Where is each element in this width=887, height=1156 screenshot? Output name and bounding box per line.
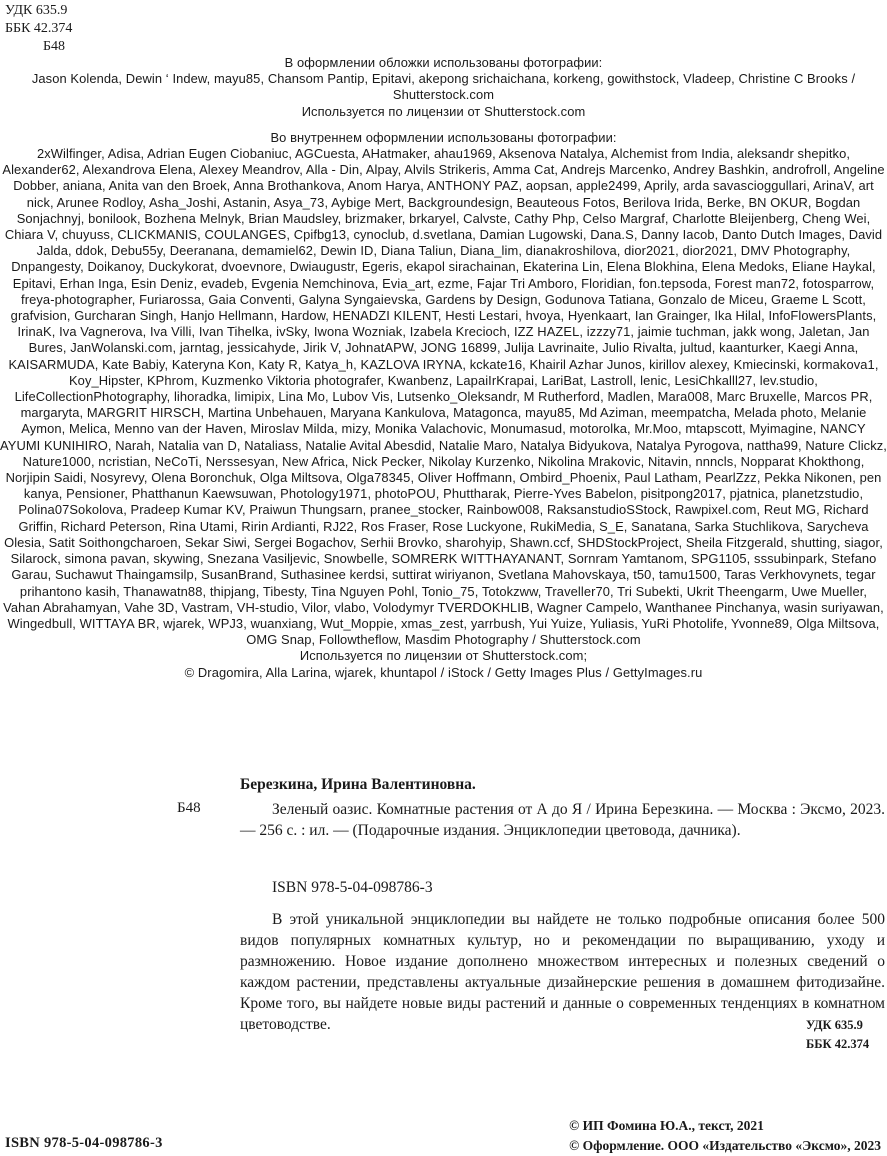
interior-credits-license: Используется по лицензии от Shutterstock.com;	[299, 648, 588, 664]
bottom-classification-codes	[806, 1016, 869, 1054]
cover-credits-license: Используется по лицензии от Shutterstock.com	[301, 103, 586, 119]
cover-credits-names: Jason Kolenda, Dewin ‘ Indew, mayu85, Chansom Pantip, Epitavi, akepong srichaichana, korkeng, gowithstock, Vladeep, Christine C Brooks / Shutterstock.com	[31, 71, 856, 103]
copyright-text: © ИП Фомина Ю.А., текст, 2021	[569, 1118, 764, 1133]
udk-code: УДК 635.9	[5, 3, 68, 18]
bibliographic-citation: Зеленый оазис. Комнатные растения от А до Я / Ирина Березкина. — Москва : Эксмо, 2023. — 256 с. : ил. — (Подарочные издания. Энциклопедии цветовода, дачника).	[240, 801, 885, 839]
udk-code-bottom: УДК 635.9	[806, 1018, 863, 1032]
copyright-design: © Оформление. ООО «Издательство «Эксмо», 2023	[569, 1138, 881, 1153]
cover-credits-heading: В оформлении обложки использованы фотографии:	[284, 55, 603, 70]
bbk-code-bottom: ББК 42.374	[806, 1037, 870, 1051]
photo-credits	[0, 55, 887, 681]
book-annotation: В этой уникальной энциклопедии вы найдете не только подробные описания более 500 видов популярных комнатных культур, но и рекомендации по выращиванию, уходу и размножению. Новое издание дополнено множеством интересных и полезных сведений о каждом растении, представлены актуальные дизайнерские решения в домашнем фитодизайне. Кроме того, вы найдете новые виды растений и данные о современных тенденциях в комнатном цветоводстве.	[240, 911, 885, 1033]
bbk-code: ББК 42.374	[5, 21, 73, 36]
footer-isbn: ISBN 978-5-04-098786-3	[5, 1135, 163, 1151]
author-sign: Б48	[43, 39, 66, 54]
copyright-block	[569, 1116, 881, 1156]
bibliography-isbn: ISBN 978-5-04-098786-3	[272, 879, 433, 896]
interior-credits-names: 2xWilfinger, Adisa, Adrian Eugen Ciobaniuc, AGCuesta, AHatmaker, ahau1969, Aksenova Natalya, Alchemist from India, aleksandr shepitko, Alexander62, Alexandrova Elena, Alexey Meandrov, Alla - Din, Alpay, Alvils Strikeris, Amma Cat, Andrejs Marcenko, Andrey Bashkin, androfroll, Angeline Dobber, aniana, Anita van den Broek, Anna Brothankova, Anom Harya, ANTHONY PAZ, aopsan, apple2499, Aprily, arda savascioggullari, ArinaV, art nick, Arunee Rodloy, Asha_Joshi, Astanin, Asya_73, Aybige Mert, Backgroundesign, Beauteous Fotos, Berilova Irida, Berke, BN OKUR, Bogdan Sonjachnyj, bonilook, Bozhena Melnyk, Brian Maudsley, brizmaker, brkaryel, Calvste, Cathy Php, Celso Margraf, Charlotte Bleijenberg, Cheng Wei, Chiara V, chuyuss, CLICKMANIS, COULANGES, Cpifbg13, cynoclub, d.svetlana, Damian Lugowski, Dana.S, Danny Iacob, Danto Dutch Images, David Jalda, ddok, Debu55y, Deeranana, demamiel62, Dewin ID, Diana Taliun, Diana_lim, dianakroshilova, dior2021, dior2021, DMV Photography, Dnpangesty, Doikanoy, Duckykorat, dvoevnore, Dwiaugustr, Egeris, ekapol sirachainan, Ekaterina Lin, Elena Blokhina, Elena Medoks, Eliane Haykal, Epitavi, Erhan Inga, Esin Deniz, evadeb, Evgenia Nemchinova, Evia_art, ezme, Fajar Tri Amboro, Floridian, fon.tepsoda, Forest man72, fotosparrow, freya-photographer, Furiarossa, Gaia Conventi, Galyna Syngaievska, Gardens by Design, Godunova Tatiana, Gonzalo de Miceu, Graeme L Scott, grafvision, Gurcharan Singh, Hanjo Hellmann, Hardow, HENADZI KILENT, Hesti Lestari, hvoya, Hyenkaart, Ian Grainger, Ika Hilal, InfoFlowersPlants, IrinaK, Iva Vagnerova, Iva Villi, Ivan Tihelka, ivSky, Iwona Wozniak, Izabela Krecioch, IZZ HAZEL, izzzy71, jaimie tuchman, jakk wong, Jaletan, Jan Bures, JanWolanski.com, jarntag, jessicahyde, Jirik V, JohnatAPW, JONG 16899, Julija Lavrinaite, Julio Rivalta, jultud, kaanturker, Kaegi Anna, KAISARMUDA, Kate Babiy, Kateryna Kon, Katy R, Katya_h, KAZLOVA IRYNA, kckate16, Khairil Azhar Junos, kirillov alexey, Kmiecinski, kormakova1, Koy_Hipster, KPhrom, Kuzmenko Viktoria photografer, Kwanbenz, LapaiIrKrapai, LariBat, Lastroll, lenic, LesiChkalll27, lev.studio, LifeCollectionPhotography, lihoradka, limipix, Lina Mo, Lubov Vis, Lutsenko_Oleksandr, M Rutherford, Madlen, Mara008, Marc Bruxelle, Marcos PR, margaryta, MARGRIT HIRSCH, Martina Unbehauen, Maryana Kankulova, Matagonca, mayu85, Md Aziman, meempatcha, Melada photo, Melanie Aymon, Melica, Menno van der Haven, Miroslav Milda, mizy, Monika Valachovic, Monumasud, motorolka, Mr.Moo, mtapscott, Myimagine, NANCY AYUMI KUNIHIRO, Narah, Natalia van D, Nataliass, Natalie Avital Abesdid, Natalie Maro, Natalya Bidyukova, Natalya Pyrogova, nattha99, Nature Clickz, Nature1000, ncristian, NeCoTi, Nerssesyan, New Africa, Nick Pecker, Nikolay Kurzenko, Nikolina Mrakovic, Nitavin, nnncls, Nopparat Khokthong, Norjipin Saidi, Nosyrevy, Olena Boronchuk, Olga Miltsova, Olga78345, Oliver Hoffmann, Ombird_Phoenix, Paul Latham, PearlZzz, Pekka Nikonen, pen kanya, Pensioner, Phatthanun Kaewsuwan, Photology1971, photoPOU, Phuttharak, Pierre-Yves Babelon, pisitpong2017, pjatnica, planetzstudio, Polina07Sokolova, Pradeep Kumar KV, Praiwun Thungsarn, pranee_stocker, Rainbow008, RaksanstudioSStock, Rawpixel.com, Reut MG, Richard Griffin, Richard Peterson, Rina Utami, Ririn Ardianti, RJ22, Ros Fraser, Rose Luckyone, RukiMedia, S_E, Sanatana, Sarka Stuchlikova, Sarycheva Olesia, Satit Soithongcharoen, Sekar Siwi, Sergei Bogachov, Serhii Brovko, sharohyip, Shawn.ccf, SHDStockProject, Sheila Fitzgerald, shutting, siagor, Silarock, simona pavan, skywing, Snezana Vasiljevic, Snowbelle, SOMRERK WITTHAYANANT, Sornram Yamtanom, SPG1105, sssubinpark, Stefano Garau, Suchawut Thaingamsilp, SusanBrand, Suthasinee kerdsi, suttirat wiriyanon, Svetlana Mahovskaya, t50, tamu1500, Taras Verkhovynets, tegar prihantono kasih, Thanawatn88, thipjang, Tibesty, Tina Nguyen Pohl, Tonio_75, Totokzww, Traveller70, Tri Subekti, Ukrit Theengarm, Uwe Mueller, Vahan Abrahamyan, Vahe 3D, Vastram, VH-studio, Vilor, vlabo, Volodymyr TVERDOKHLIB, Wagner Campelo, Wanthanee Pinchanya, wasin suriyawan, Wingedbull, WITTAYA BR, wjarek, WPJ3, wuanxiang, Wut_Moppie, xmas_zest, yarrbush, Yui Yuize, Yuliasis, YuRi Photolife, Yvonne89, Olga Miltsova, OMG Snap, Followtheflow, Masdim Photography / Shutterstock.com	[0, 146, 887, 648]
top-classification-codes	[5, 2, 72, 56]
interior-credits-extra: © Dragomira, Alla Larina, wjarek, khuntapol / iStock / Getty Images Plus / GettyImages.ru	[184, 664, 703, 680]
interior-credits-heading: Во внутреннем оформлении использованы фотографии:	[270, 129, 617, 145]
bibliography-author-sign: Б48	[177, 800, 201, 816]
book-author: Березкина, Ирина Валентиновна.	[240, 776, 476, 793]
